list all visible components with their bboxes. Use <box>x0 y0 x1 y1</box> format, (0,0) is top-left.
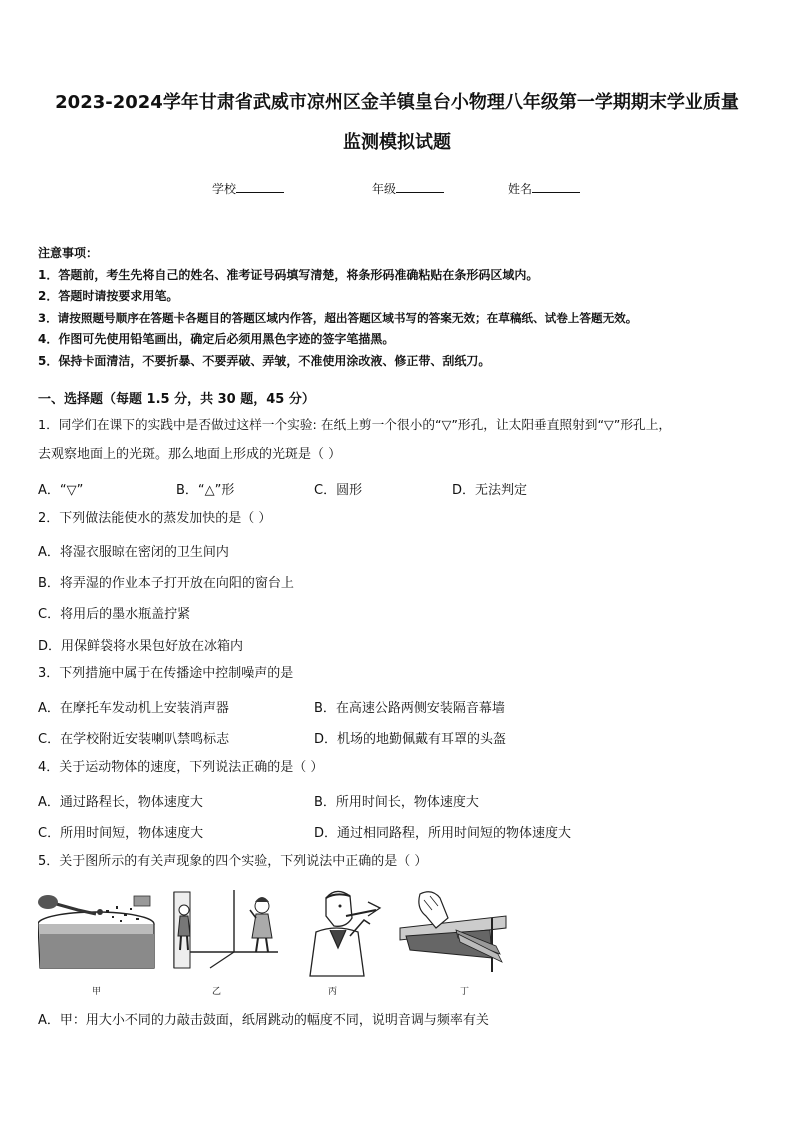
notice-item: 5．保持卡面清洁，不要折暴、不要弄破、弄皱，不准使用涂改液、修正带、刮纸刀。 <box>38 353 491 368</box>
grade-field <box>372 180 444 197</box>
question-2-option-d[interactable]: D．用保鲜袋将水果包好放在冰箱内 <box>38 639 244 654</box>
name-field <box>508 180 580 197</box>
bone-conduction-figure <box>306 888 386 978</box>
section-heading: 一、选择题（每题 1.5 分，共 30 题，45 分） <box>38 392 315 407</box>
question-2-option-c[interactable]: C．将用后的墨水瓶盖拧紧 <box>38 607 191 622</box>
question-4-option-b[interactable]: B．所用时间长，物体速度大 <box>314 795 479 810</box>
notice-heading: 注意事项： <box>38 246 99 260</box>
question-5-figures <box>36 888 516 988</box>
notice-item: 1．答题前，考生先将自己的姓名、准考证号码填写清楚，将条形码准确粘贴在条形码区域内。 <box>38 267 539 282</box>
notice-item: 4．作图可先使用铅笔画出，确定后必须用黑色字迹的签字笔描黑。 <box>38 332 395 346</box>
question-1-stem-a: 1．同学们在课下的实践中是否做过这样一个实验: 在纸上剪一个很小的“▽”形孔，让太阳垂直照射到“▽”形孔上， <box>38 417 672 432</box>
question-3-option-a[interactable]: A．在摩托车发动机上安装消声器 <box>38 701 229 716</box>
question-3-option-b[interactable]: B．在高速公路两侧安装隔音幕墙 <box>314 701 505 716</box>
figure-label-jia: 甲 <box>92 987 102 997</box>
figure-label-ding: 丁 <box>460 987 470 997</box>
question-4-stem: 4．关于运动物体的速度，下列说法正确的是（ ） <box>38 760 324 775</box>
school-field <box>212 180 284 197</box>
name-blank[interactable] <box>532 180 580 193</box>
question-1-option-c[interactable]: C．圆形 <box>314 483 363 498</box>
question-4-option-a[interactable]: A．通过路程长，物体速度大 <box>38 795 203 810</box>
grade-blank[interactable] <box>396 180 444 193</box>
wall-listening-figure <box>170 888 282 972</box>
figure-label-bing: 丙 <box>328 987 338 997</box>
question-3-option-d[interactable]: D．机场的地勤佩戴有耳罩的头盔 <box>314 732 507 747</box>
student-info-fields <box>0 180 794 200</box>
exam-title-line2: 监测模拟试题 <box>343 132 451 153</box>
school-blank[interactable] <box>236 180 284 193</box>
grade-label: 年级 <box>372 182 397 196</box>
question-5-option-a[interactable]: A．甲：用大小不同的力敲击鼓面，纸屑跳动的幅度不同，说明音调与频率有关 <box>38 1013 489 1028</box>
question-1-option-d[interactable]: D．无法判定 <box>452 483 528 498</box>
question-3-option-c[interactable]: C．在学校附近安装喇叭禁鸣标志 <box>38 732 230 747</box>
name-label: 姓名 <box>508 182 533 196</box>
notice-item: 3．请按照题号顺序在答题卡各题目的答题区域内作答，超出答题区域书写的答案无效；在草稿纸、试卷上答题无效。 <box>38 310 638 325</box>
question-4-option-c[interactable]: C．所用时间短，物体速度大 <box>38 826 204 841</box>
school-label: 学校 <box>212 182 237 196</box>
ruler-vibration-figure <box>396 888 514 972</box>
question-2-stem: 2．下列做法能使水的蒸发加快的是（ ） <box>38 511 272 526</box>
question-2-option-a[interactable]: A．将湿衣服晾在密闭的卫生间内 <box>38 545 229 560</box>
question-1-stem-b: 去观察地面上的光斑。那么地面上形成的光斑是（ ） <box>38 447 342 462</box>
notice-item: 2．答题时请按要求用笔。 <box>38 289 179 303</box>
notice-block <box>38 243 768 372</box>
question-5-stem: 5．关于图所示的有关声现象的四个实验，下列说法中正确的是（ ） <box>38 854 428 869</box>
exam-title-line1: 2023-2024学年甘肃省武威市凉州区金羊镇皇台小物理八年级第一学期期末学业质量 <box>55 92 739 113</box>
question-2-option-b[interactable]: B．将弄湿的作业本子打开放在向阳的窗台上 <box>38 576 294 591</box>
question-4-option-d[interactable]: D．通过相同路程，所用时间短的物体速度大 <box>314 826 572 841</box>
question-1-option-b[interactable]: B．“△”形 <box>176 483 235 498</box>
drum-figure <box>38 888 160 972</box>
question-1-option-a[interactable]: A．“▽” <box>38 483 84 498</box>
question-3-stem: 3．下列措施中属于在传播途中控制噪声的是 <box>38 666 294 681</box>
figure-label-yi: 乙 <box>212 987 222 997</box>
